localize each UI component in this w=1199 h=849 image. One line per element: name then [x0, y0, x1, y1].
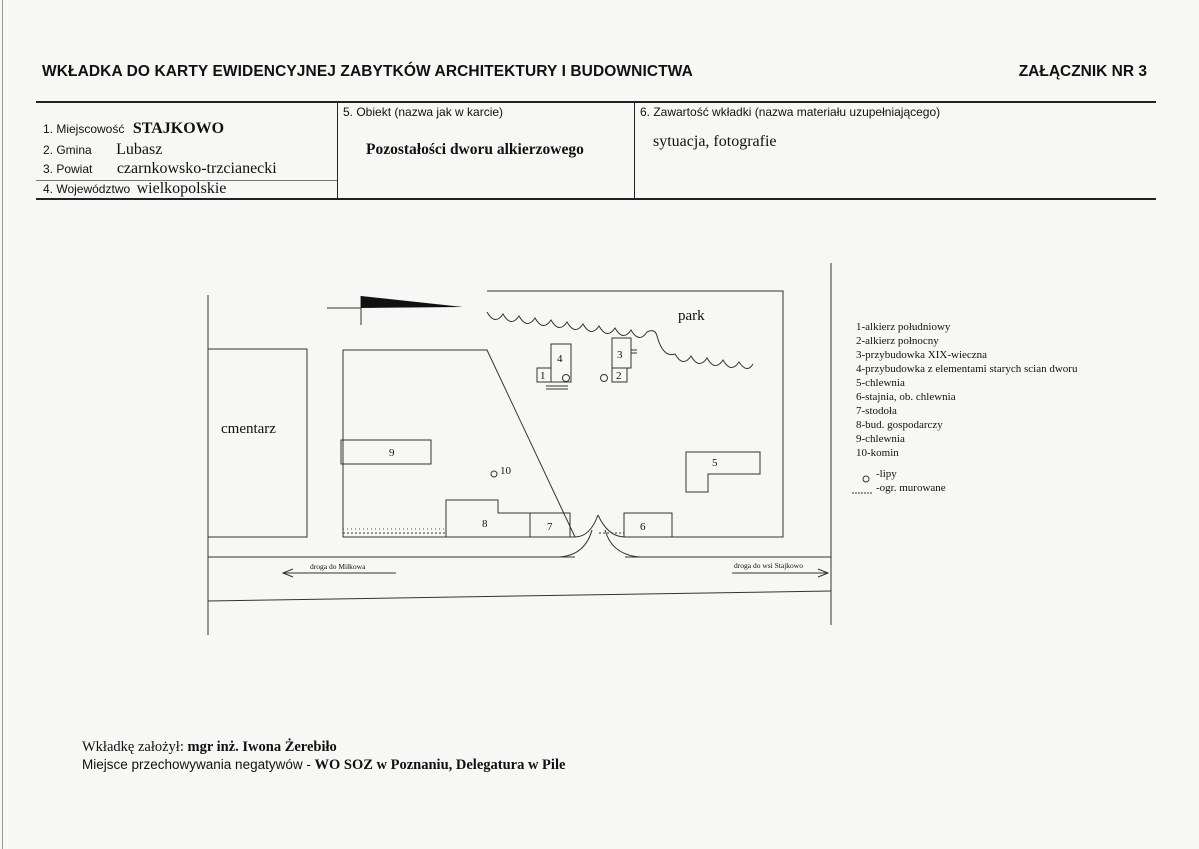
chimney-10	[491, 471, 497, 477]
building-4-number: 4	[557, 353, 563, 365]
building-9-number: 9	[389, 447, 395, 459]
park-label: park	[678, 308, 705, 324]
storage-label: Miejsce przechowywania negatywów -	[82, 757, 311, 772]
north-arrow	[361, 296, 463, 308]
legend-lipy: -lipy	[876, 468, 897, 480]
object-label: 5. Obiekt (nazwa jak w karcie)	[343, 105, 504, 119]
county-value: czarnkowsko-trzcianecki	[116, 160, 277, 177]
road-left-label: droga do Miłkowa	[310, 562, 366, 571]
footer	[82, 739, 565, 774]
building-8	[446, 500, 530, 537]
created-by-label: Wkładkę założył:	[82, 739, 184, 755]
contents-label: 6. Zawartość wkładki (nazwa materiału uzupełniającego)	[640, 105, 941, 119]
building-8-number: 8	[482, 518, 488, 530]
contents-value: sytuacja, fotografie	[653, 133, 777, 150]
gate-left	[575, 515, 598, 537]
place-label: 1. Miejscowość	[43, 122, 125, 136]
place-value: STAJKOWO	[132, 120, 225, 137]
gate-curve-r	[605, 530, 640, 557]
building-7-number: 7	[547, 521, 553, 533]
county-label: 3. Powiat	[43, 162, 93, 176]
manor-site-outline	[343, 291, 783, 537]
document-title: WKŁADKA DO KARTY EWIDENCYJNEJ ZABYTKÓW ARCHITEKTURY I BUDOWNICTWA	[42, 63, 693, 80]
created-by-value: mgr inż. Iwona Żerebiło	[187, 739, 337, 755]
building-5	[686, 452, 760, 492]
created-by-row	[82, 739, 565, 756]
province-value: wielkopolskie	[136, 180, 227, 197]
building-6	[624, 513, 672, 537]
legend-item: 3-przybudowka XIX-wieczna	[856, 349, 988, 361]
commune-label: 2. Gmina	[43, 143, 92, 157]
legend-item: 2-alkierz połnocny	[856, 335, 939, 347]
legend-item: 1-alkierz południowy	[856, 321, 951, 333]
legend-wall: -ogr. murowane	[876, 482, 946, 494]
building-1-number: 1	[540, 370, 546, 382]
legend-item: 9-chlewnia	[856, 433, 905, 445]
legend-item: 8-bud. gospodarczy	[856, 419, 943, 431]
cemetery-label: cmentarz	[221, 421, 276, 437]
cemetery-outline	[208, 349, 307, 537]
chimney-10-number: 10	[500, 465, 511, 477]
legend-item: 5-chlewnia	[856, 377, 905, 389]
building-9	[341, 440, 431, 464]
building-5-number: 5	[712, 457, 718, 469]
object-value: Pozostałości dworu alkierzowego	[366, 141, 584, 158]
linden-marker-1	[563, 375, 570, 382]
legend-item: 6-stajnia, ob. chlewnia	[856, 391, 956, 403]
legend-item: 10-komin	[856, 447, 899, 459]
road-right-label: droga do wsi Stajkowo	[734, 561, 803, 570]
building-2-number: 2	[616, 370, 622, 382]
building-3-number: 3	[617, 349, 623, 361]
road-edge-3	[208, 591, 831, 601]
legend-item: 7-stodoła	[856, 405, 897, 417]
storage-value: WO SOZ w Poznaniu, Delegatura w Pile	[314, 757, 566, 773]
linden-marker-2	[601, 375, 608, 382]
commune-value: Lubasz	[116, 141, 163, 158]
gate-right	[598, 515, 625, 537]
province-label: 4. Województwo	[43, 182, 131, 196]
annex-number: ZAŁĄCZNIK NR 3	[1018, 63, 1147, 80]
plan-legend	[856, 320, 1077, 495]
building-6-number: 6	[640, 521, 646, 533]
legend-item: 4-przybudowka z elementami starych scian dworu	[856, 363, 1078, 375]
storage-row	[82, 756, 565, 774]
gate-curve-l	[560, 530, 592, 557]
